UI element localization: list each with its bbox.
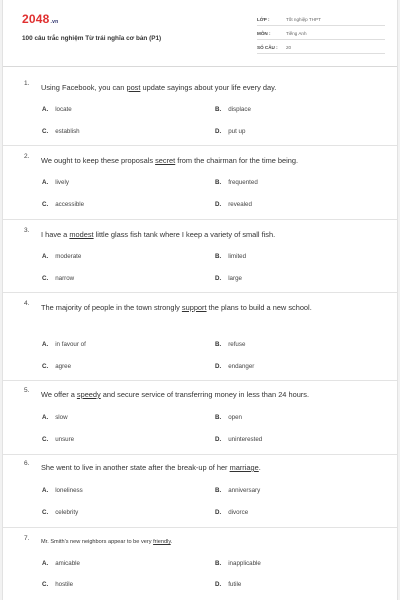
meta-key: MÔN : <box>257 31 271 36</box>
question-divider <box>3 454 397 455</box>
option-text: loneliness <box>55 487 83 494</box>
question-divider <box>3 145 397 146</box>
option-d[interactable] <box>215 128 245 135</box>
option-d[interactable] <box>215 275 242 282</box>
option-letter: A. <box>42 414 49 421</box>
logo-number: 2048 <box>22 12 50 26</box>
option-letter: D. <box>215 128 222 135</box>
stem-text: . <box>170 539 173 545</box>
option-letter: B. <box>215 106 222 113</box>
option-d[interactable] <box>215 201 252 208</box>
question-divider <box>3 527 397 528</box>
option-d[interactable] <box>215 363 254 370</box>
meta-value: Tốt nghiệp THPT <box>286 17 321 22</box>
option-a[interactable] <box>42 560 80 567</box>
option-text: moderate <box>55 253 82 260</box>
stem-text: from the chairman for the time being. <box>175 156 299 165</box>
option-text: open <box>228 414 242 421</box>
option-text: displace <box>228 106 251 113</box>
option-b[interactable] <box>215 487 260 494</box>
worksheet-title: 100 câu trắc nghiệm Từ trái nghĩa cơ bản (P1) <box>22 35 162 42</box>
option-c[interactable] <box>42 509 78 516</box>
stem-text: little glass fish tank where I keep a variety of small fish. <box>93 230 276 239</box>
option-letter: C. <box>42 509 49 516</box>
site-logo[interactable] <box>22 12 58 26</box>
stem-text: She went to live in another state after the break-up of her <box>41 463 230 472</box>
option-b[interactable] <box>215 179 258 186</box>
option-c[interactable] <box>42 581 73 588</box>
question-stem <box>41 460 381 475</box>
stem-text: and secure service of transferring money in less than 24 hours. <box>100 390 310 399</box>
option-letter: C. <box>42 128 49 135</box>
question-number: 4. <box>24 300 30 307</box>
option-text: limited <box>228 253 247 260</box>
option-letter: A. <box>42 179 49 186</box>
option-text: slow <box>55 414 68 421</box>
header-divider <box>3 66 397 67</box>
option-text: amicable <box>55 560 80 567</box>
option-text: narrow <box>55 275 75 282</box>
option-letter: D. <box>215 275 222 282</box>
option-letter: B. <box>215 179 222 186</box>
option-text: divorce <box>228 509 249 516</box>
option-letter: D. <box>215 436 222 443</box>
stem-text: . <box>258 463 261 472</box>
option-text: unsure <box>55 436 75 443</box>
stem-text: Using Facebook, you can <box>41 83 127 92</box>
meta-key: LỚP : <box>257 17 270 22</box>
option-text: locate <box>55 106 72 113</box>
option-c[interactable] <box>42 201 84 208</box>
option-text: put up <box>228 128 246 135</box>
worksheet-page <box>2 0 398 600</box>
stem-text: the plans to build a new school. <box>206 303 312 312</box>
question-number: 2. <box>24 153 30 160</box>
option-letter: D. <box>215 509 222 516</box>
option-d[interactable] <box>215 436 262 443</box>
meta-row-count <box>257 42 385 54</box>
underlined-word: friendly <box>153 539 171 545</box>
option-a[interactable] <box>42 487 83 494</box>
option-a[interactable] <box>42 179 69 186</box>
stem-text: update sayings about your life every day. <box>140 83 277 92</box>
meta-value: 20 <box>286 45 292 50</box>
option-b[interactable] <box>215 341 245 348</box>
question-divider <box>3 292 397 293</box>
meta-value: Tiếng Anh <box>286 31 307 36</box>
option-a[interactable] <box>42 414 68 421</box>
question-stem <box>41 387 381 402</box>
option-b[interactable] <box>215 106 251 113</box>
option-b[interactable] <box>215 414 242 421</box>
meta-row-subject <box>257 28 385 40</box>
option-text: agree <box>55 363 72 370</box>
option-b[interactable] <box>215 253 246 260</box>
option-letter: B. <box>215 253 222 260</box>
meta-key: SỐ CÂU : <box>257 45 278 50</box>
option-text: accessible <box>55 201 85 208</box>
stem-text: We ought to keep these proposals <box>41 156 156 165</box>
option-text: anniversary <box>228 487 261 494</box>
option-letter: B. <box>215 414 222 421</box>
option-text: in favour of <box>55 341 86 348</box>
option-letter: B. <box>215 487 222 494</box>
option-c[interactable] <box>42 128 80 135</box>
option-a[interactable] <box>42 341 86 348</box>
question-number: 6. <box>24 460 30 467</box>
question-number: 3. <box>24 227 30 234</box>
option-text: large <box>228 275 242 282</box>
option-c[interactable] <box>42 436 74 443</box>
option-text: uninterested <box>228 436 263 443</box>
option-letter: C. <box>42 201 49 208</box>
stem-text: Mr. Smith's new neighbors appear to be very <box>41 539 154 545</box>
option-text: revealed <box>228 201 252 208</box>
option-letter: D. <box>215 363 222 370</box>
option-letter: A. <box>42 560 49 567</box>
option-letter: A. <box>42 106 49 113</box>
option-letter: C. <box>42 363 49 370</box>
stem-text: The majority of people in the town strongly <box>41 303 182 312</box>
underlined-word: speedy <box>76 390 101 399</box>
option-letter: C. <box>42 275 49 282</box>
underlined-word: secret <box>155 156 176 165</box>
underlined-word: modest <box>69 230 94 239</box>
option-text: inapplicable <box>228 560 261 567</box>
option-letter: B. <box>215 560 222 567</box>
meta-row-class <box>257 14 385 26</box>
option-a[interactable] <box>42 253 81 260</box>
underlined-word: post <box>126 83 141 92</box>
option-letter: A. <box>42 341 49 348</box>
question-divider <box>3 219 397 220</box>
question-number: 5. <box>24 387 30 394</box>
option-text: futile <box>228 581 242 588</box>
option-d[interactable] <box>215 509 248 516</box>
option-letter: A. <box>42 487 49 494</box>
underlined-word: marriage <box>229 463 259 472</box>
option-c[interactable] <box>42 275 74 282</box>
underlined-word: support <box>181 303 207 312</box>
question-divider <box>3 380 397 381</box>
option-text: establish <box>55 128 80 135</box>
option-letter: B. <box>215 341 222 348</box>
option-letter: D. <box>215 201 222 208</box>
stem-text: I have a <box>41 230 70 239</box>
question-stem <box>41 227 381 242</box>
logo-domain: .vn <box>50 19 59 25</box>
option-text: refuse <box>228 341 246 348</box>
question-stem <box>41 535 381 550</box>
option-text: lively <box>55 179 69 186</box>
option-text: endanger <box>228 363 255 370</box>
option-b[interactable] <box>215 560 261 567</box>
option-letter: C. <box>42 581 49 588</box>
option-c[interactable] <box>42 363 71 370</box>
question-number: 1. <box>24 80 30 87</box>
question-stem <box>41 80 381 95</box>
option-d[interactable] <box>215 581 241 588</box>
option-letter: C. <box>42 436 49 443</box>
question-stem <box>41 153 381 168</box>
option-a[interactable] <box>42 106 72 113</box>
option-text: frequented <box>228 179 258 186</box>
stem-text: We offer a <box>41 390 77 399</box>
option-letter: A. <box>42 253 49 260</box>
option-text: hostile <box>55 581 74 588</box>
option-text: celebrity <box>55 509 79 516</box>
option-letter: D. <box>215 581 222 588</box>
question-number: 7. <box>24 535 30 542</box>
worksheet-header <box>3 0 397 66</box>
question-stem <box>41 300 341 315</box>
